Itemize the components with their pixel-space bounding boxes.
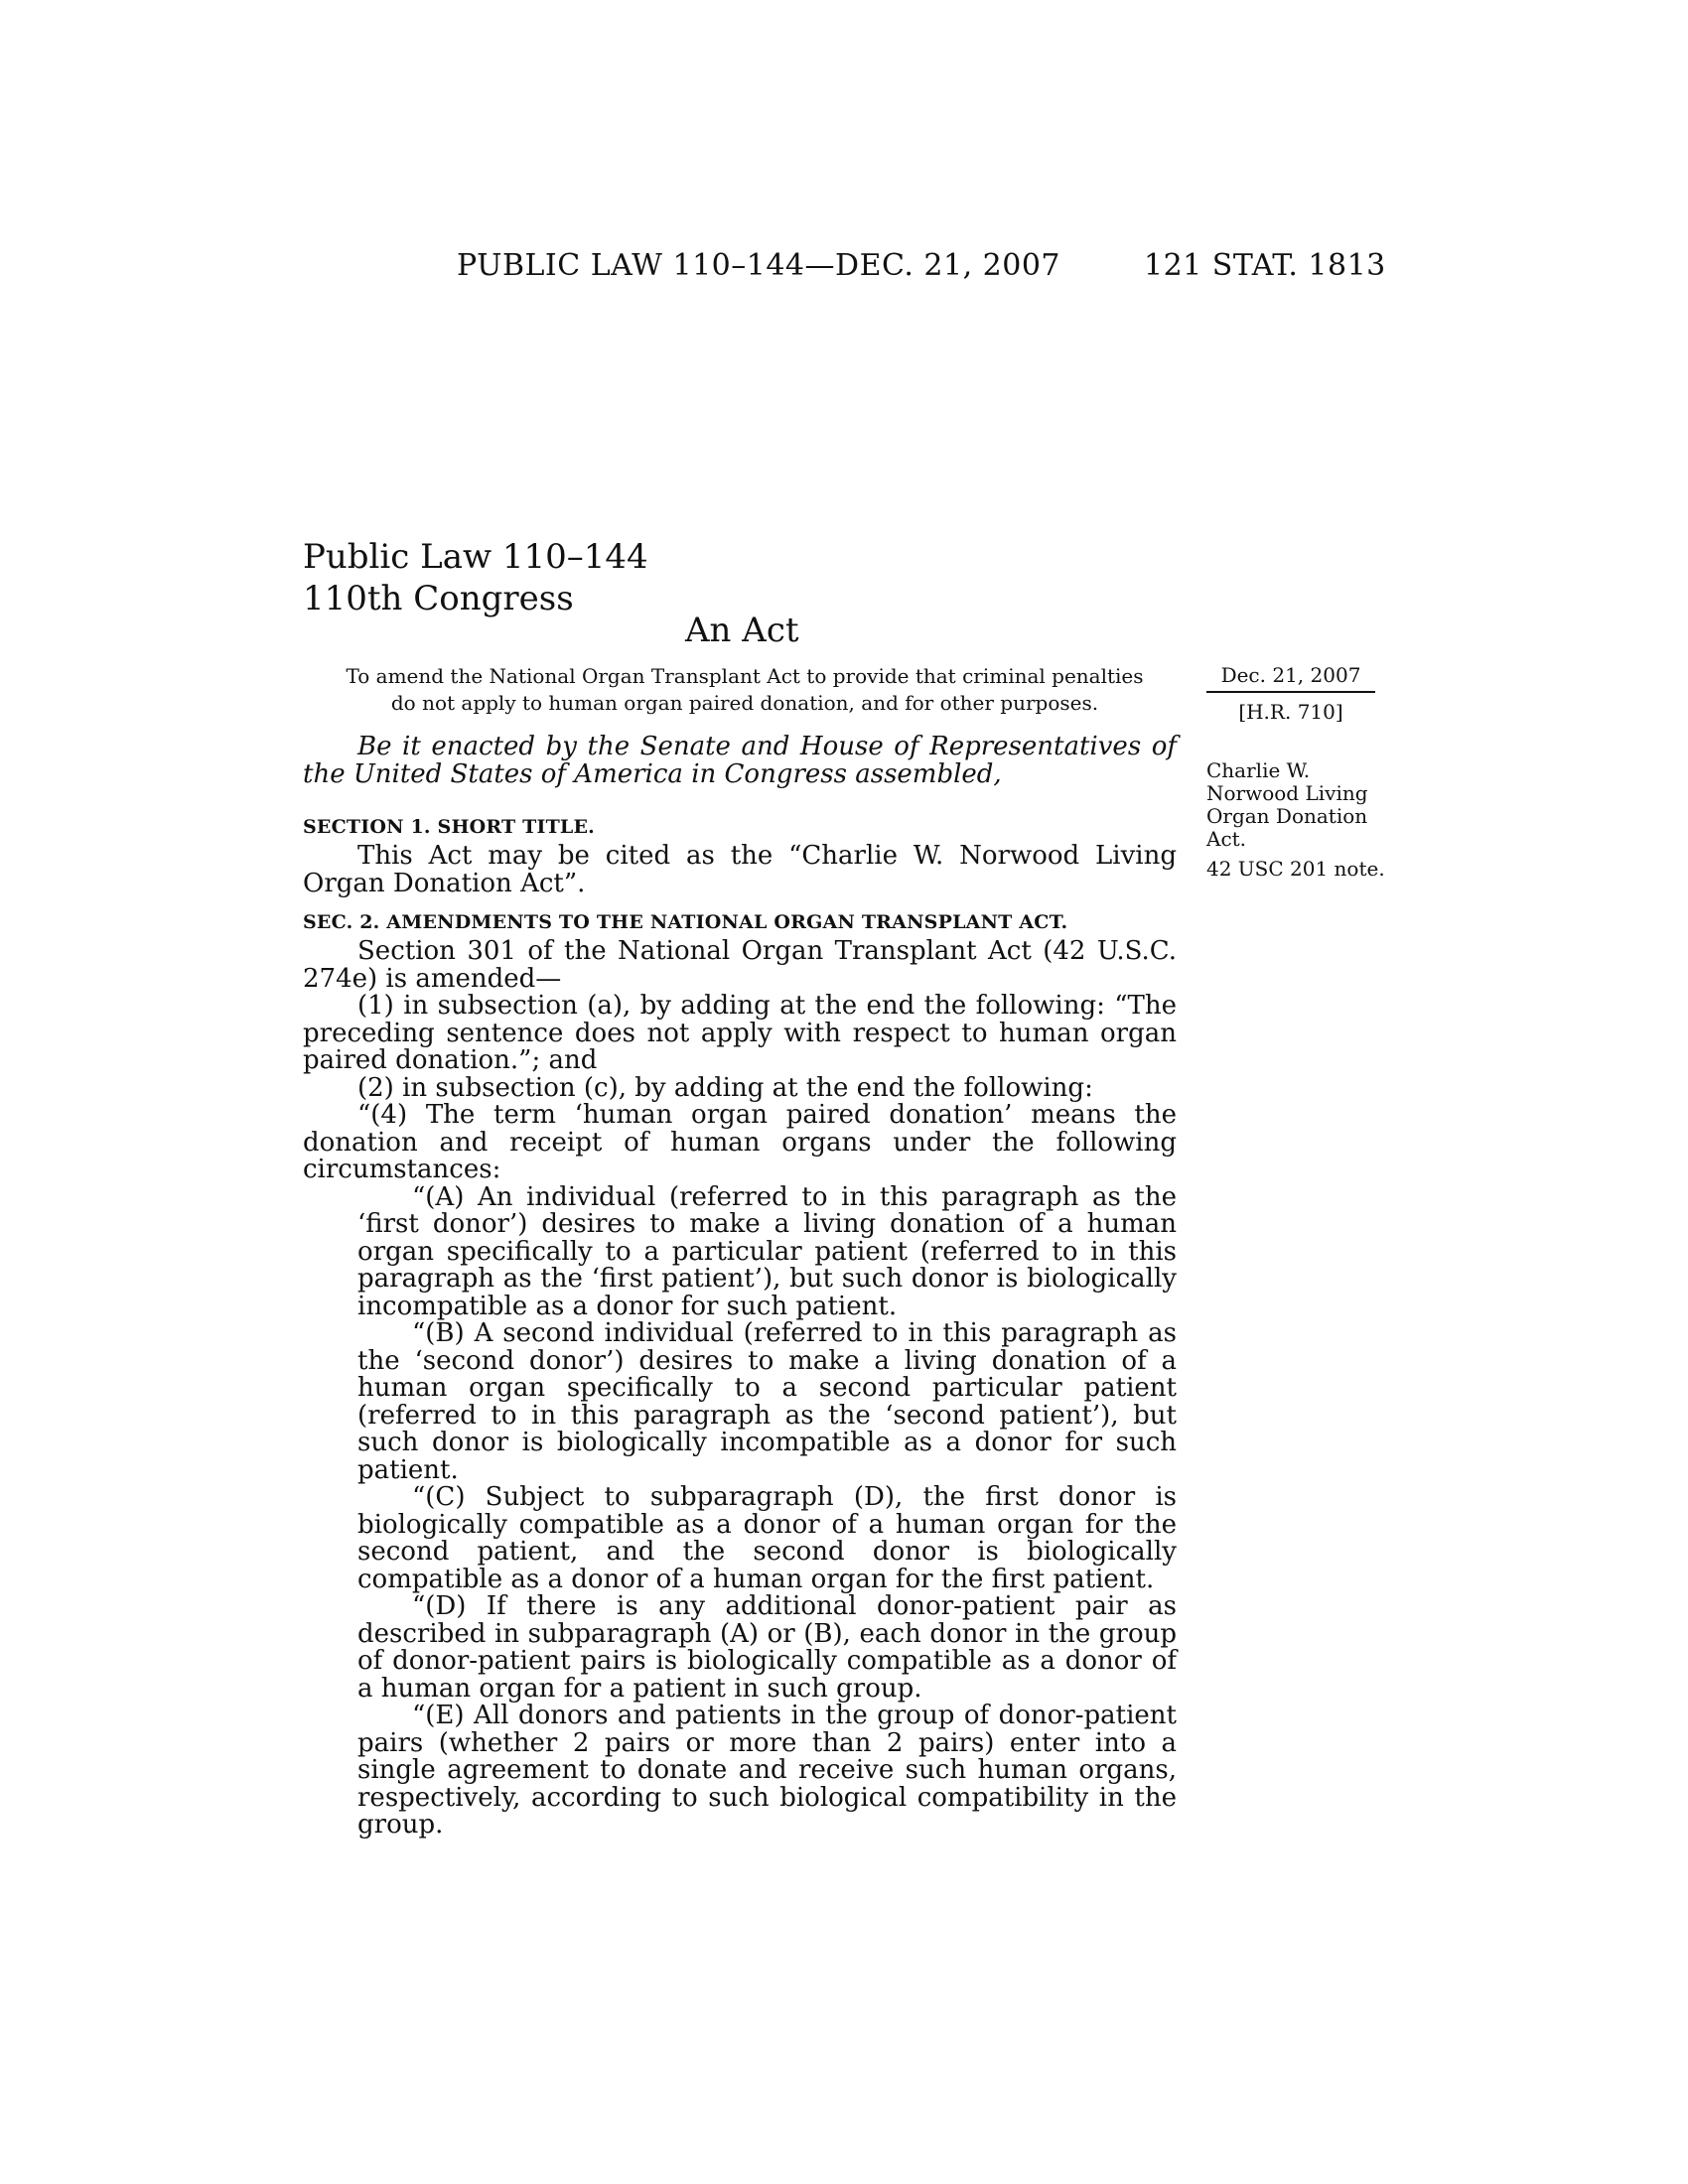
margin-short-title-note: Charlie W. Norwood Living Organ Donation Act. <box>1206 758 1368 851</box>
purpose-line-2: do not apply to human organ paired donation, and for other purposes. <box>390 691 1099 715</box>
section-1-heading: SECTION 1. SHORT TITLE. <box>303 816 595 838</box>
running-header-title: PUBLIC LAW 110–144—DEC. 21, 2007 <box>457 248 1061 283</box>
enacting-clause: Be it enacted by the Senate and House of Representatives of the United States of America in Congress assembled, <box>303 732 1177 789</box>
section-1-text: This Act may be cited as the “Charlie W. Norwood Living Organ Donation Act”. <box>303 841 1177 898</box>
section-2-lead: Section 301 of the National Organ Transplant Act (42 U.S.C. 274e) is amended— <box>303 936 1177 994</box>
amendment-item-2: (2) in subsection (c), by adding at the end the following: <box>357 1072 1093 1103</box>
congress-number: 110th Congress <box>303 579 574 618</box>
subparagraph-c: “(C) Subject to subparagraph (D), the first donor is biologically compatible as a donor of a human organ for the second patient, and the second donor is biologically compatible as a donor of a human organ for the first patient. <box>357 1482 1177 1594</box>
public-law-number: Public Law 110–144 <box>303 537 648 577</box>
act-purpose <box>328 663 1162 717</box>
subparagraph-d: “(D) If there is any additional donor-patient pair as described in subparagraph (A) or (B), each donor in the group of donor-patient pairs is biologically compatible as a donor of a human organ for a patient in such group. <box>357 1591 1177 1704</box>
purpose-line-1: To amend the National Organ Transplant Act to provide that criminal penalties <box>346 664 1144 688</box>
margin-bill-number: [H.R. 710] <box>1238 700 1343 724</box>
section-2-body <box>303 938 1177 1840</box>
stat-citation: 121 STAT. 1813 <box>1144 248 1386 283</box>
subparagraph-e: “(E) All donors and patients in the group of donor-patient pairs (whether 2 pairs or more than 2 pairs) enter into a single agreement to donate and receive such human organs, respectively, according to such biological compatibility in the group. <box>357 1701 1177 1840</box>
law-title-block <box>303 536 648 619</box>
margin-usc-note: 42 USC 201 note. <box>1206 857 1385 881</box>
amendment-item-1: (1) in subsection (a), by adding at the end the following: “The preceding sentence does not apply with respect to human organ paired donation.”; and <box>303 991 1177 1075</box>
act-label: An Act <box>685 611 799 650</box>
margin-enactment-date: Dec. 21, 2007 <box>1206 663 1375 693</box>
subparagraph-a: “(A) An individual (referred to in this paragraph as the ‘first donor’) desires to make a living donation of a human organ specifically to a particular patient (referred to in this paragraph as the ‘first patient’), but such donor is biologically incompatible as a donor for such patient. <box>357 1181 1177 1321</box>
subparagraph-b: “(B) A second individual (referred to in this paragraph as the ‘second donor’) desires to make a living donation of a human organ specifically to a second particular patient (referred to in this paragraph as the ‘second patient’), but such donor is biologically incompatible as a donor for such patient. <box>357 1318 1177 1485</box>
definition-paragraph-4: “(4) The term ‘human organ paired donation’ means the donation and receipt of human organs under the following circumstances: <box>303 1100 1177 1184</box>
section-2-heading: SEC. 2. AMENDMENTS TO THE NATIONAL ORGAN TRANSPLANT ACT. <box>303 911 1068 933</box>
